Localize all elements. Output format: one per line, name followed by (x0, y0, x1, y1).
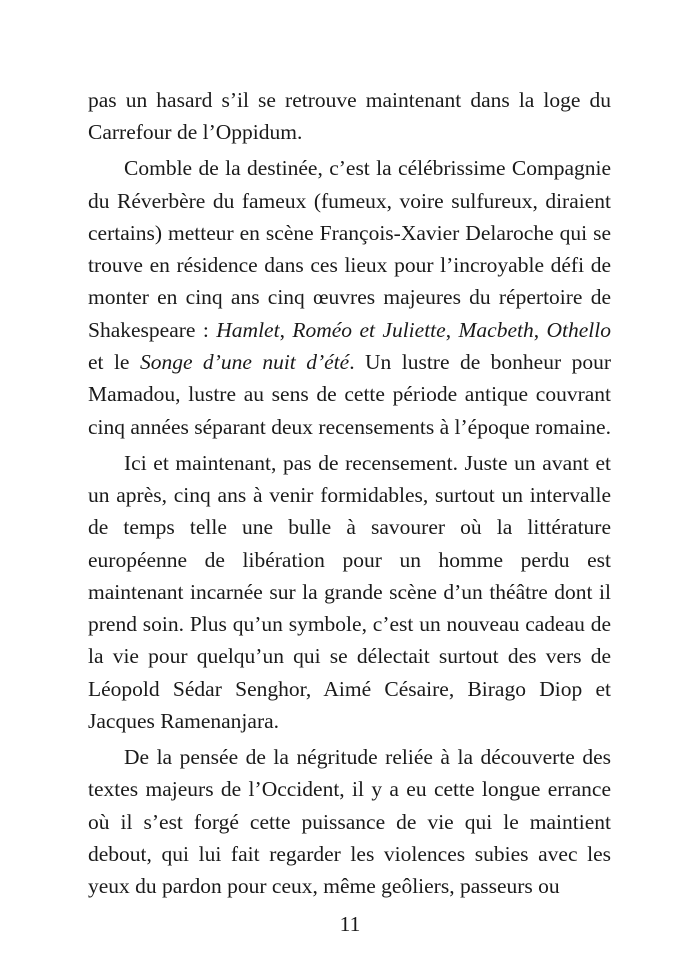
play-title-othello: Othello (546, 317, 612, 342)
paragraph-4: De la pensée de la négritude reliée à la découverte des textes majeurs de l’Occident, il y a eu cette longue errance où il s’est forgé cette puissance de vie qui le maintient debout, qui lui fait regarder les violences subies avec les yeux du pardon pour ceux, même geôliers, passeurs ou (88, 745, 611, 899)
paragraph-3: Ici et maintenant, pas de recensement. Juste un avant et un après, cinq ans à venir formidables, surtout un intervalle de temps telle une bulle à savourer où la littérature européenne de libération pour un homme perdu est maintenant incarnée sur la grande scène d’un théâtre dont il prend soin. Plus qu’un symbole, c’est un nouveau cadeau de la vie pour quelqu’un qui se délectait surtout des vers de Léopold Sédar Senghor, Aimé Césaire, Birago Diop et Jacques Ramenanjara. (88, 450, 611, 734)
play-title-songe: Songe d’une nuit d’été (139, 350, 350, 375)
paragraph-1: pas un hasard s’il se retrouve maintenant dans la loge du Carrefour de l’Oppidum. (88, 88, 611, 145)
paragraph-2-rest: . Un lustre de bonheur pour Mamadou, lustre au sens de cette période antique couvrant cinq années séparant deux recensements à l’époque romaine. (88, 350, 611, 439)
separator: , (445, 317, 459, 342)
play-title-hamlet: Hamlet (216, 317, 280, 342)
body-text (88, 84, 611, 906)
play-title-romeo: Roméo et Juliette (292, 317, 446, 342)
paragraph-2 (88, 152, 611, 443)
separator: et le (88, 350, 140, 375)
page-number: 11 (339, 912, 361, 936)
paragraph-2-intro: Comble de la destinée, c’est la célébrissime Compagnie du Réverbère du fameux (fumeux, voire sulfureux, diraient certains) metteur en scène François-Xavier Delaroche qui se trouve en résidence dans ces lieux pour l’incroyable défi de monter en cinq ans cinq œuvres majeures du répertoire de Shakespeare : (88, 156, 611, 342)
separator: , (533, 317, 547, 342)
play-title-macbeth: Macbeth (458, 317, 534, 342)
separator: , (279, 317, 293, 342)
